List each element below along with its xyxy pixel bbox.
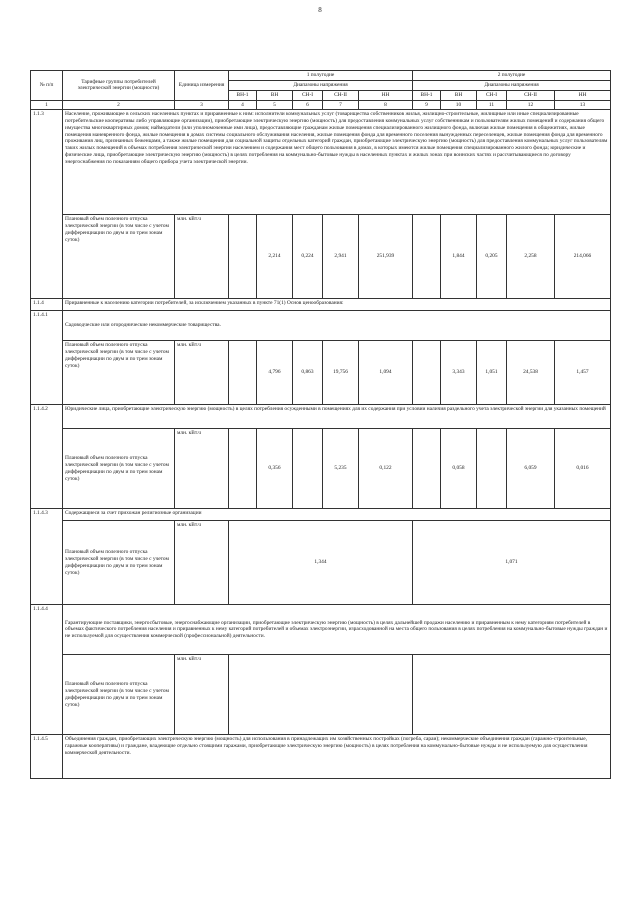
row-number: 1.1.4.4 xyxy=(31,605,63,735)
unit-cell: млн. кВт.ч xyxy=(175,655,229,735)
unit-cell: млн. кВт.ч xyxy=(175,341,229,405)
row-description: Объединения граждан, приобретающих электрическую энергию (мощность) для использования в принадлежащих им хозяйственных постройках (погреба, сараи); некоммерческие объединения граждан (гаражно-строительные, гаражные кооперативы) и граждане, владеющие отдельно стоящими гаражами, приобретающие электрическую энергию (мощность) в целях потребления на коммунально-бытовые нужды и не используемую для осуществления коммерческой деятельности. xyxy=(63,735,611,779)
row-number: 1.1.3 xyxy=(31,110,63,299)
value-cell: 0,016 xyxy=(555,429,611,509)
col-num: 7 xyxy=(323,100,359,110)
value-cell: 0,058 xyxy=(441,429,477,509)
value-cell: 2,214 xyxy=(257,215,293,299)
level-nn: НН xyxy=(359,90,413,100)
value-cell: 0,356 xyxy=(257,429,293,509)
value-cell: 1,051 xyxy=(477,341,507,405)
row-description: Приравненные к населению категории потребителей, за исключением указанных в пункте 71(1) Основ ценообразования: xyxy=(63,299,611,311)
row-number: 1.1.4.5 xyxy=(31,735,63,779)
value-cell: 1,457 xyxy=(555,341,611,405)
level-sn2: СН-II xyxy=(507,90,555,100)
value-cell: 214,066 xyxy=(555,215,611,299)
col-num: 12 xyxy=(507,100,555,110)
value-cell: 0,863 xyxy=(293,341,323,405)
value-cell: 6,059 xyxy=(507,429,555,509)
planned-volume-label: Плановый объем полезного отпуска электрической энергии (в том числе с учетом дифференциации по двум и по трем зонам суток) xyxy=(63,521,175,605)
col-num: 4 xyxy=(229,100,257,110)
row-description: Садоводческие или огороднические некоммерческие товарищества. xyxy=(63,311,611,341)
row-number: 1.1.4.3 xyxy=(31,509,63,605)
value-cell: 1,094 xyxy=(359,341,413,405)
value-cell xyxy=(293,429,323,509)
col-num: 1 xyxy=(31,100,63,110)
row-description: Юридические лица, приобретающие электрическую энергию (мощность) в целях потребления осужденными в помещениях для их содержания при условии наличия раздельного учета электрической энергии для указанных помещений xyxy=(63,405,611,429)
value-cell: 24,538 xyxy=(507,341,555,405)
value-cell xyxy=(229,429,257,509)
level-vn: ВН xyxy=(257,90,293,100)
value-cell: 3,343 xyxy=(441,341,477,405)
value-cell-half1 xyxy=(229,655,413,735)
page-number: 8 xyxy=(318,6,322,14)
header-no: № п/п xyxy=(31,71,63,101)
header-half2: 2 полугодие xyxy=(413,71,611,81)
value-cell-half2: 1,071 xyxy=(413,521,611,605)
header-unit: Единица измерения xyxy=(175,71,229,101)
level-sn1: СН-I xyxy=(477,90,507,100)
unit-cell: млн. кВт.ч xyxy=(175,215,229,299)
col-num: 6 xyxy=(293,100,323,110)
col-num: 13 xyxy=(555,100,611,110)
col-num: 9 xyxy=(413,100,441,110)
level-vn1: ВН-1 xyxy=(413,90,441,100)
row-description: Содержащиеся за счет прихожан религиозные организации xyxy=(63,509,611,521)
header-ranges-1: Диапазоны напряжения xyxy=(229,81,413,91)
value-cell: 1,844 xyxy=(441,215,477,299)
planned-volume-label: Плановый объем полезного отпуска электрической энергии (в том числе с учетом дифференциации по двум и по трем зонам суток) xyxy=(63,215,175,299)
value-cell: 5,235 xyxy=(323,429,359,509)
col-num: 3 xyxy=(175,100,229,110)
value-cell xyxy=(413,429,441,509)
unit-cell: млн. кВт.ч xyxy=(175,521,229,605)
value-cell: 0,224 xyxy=(293,215,323,299)
row-number: 1.1.4.1 xyxy=(31,311,63,405)
header-half1: 1 полугодие xyxy=(229,71,413,81)
value-cell xyxy=(477,429,507,509)
value-cell: 2,941 xyxy=(323,215,359,299)
value-cell: 0,122 xyxy=(359,429,413,509)
value-cell xyxy=(413,215,441,299)
value-cell: 0,205 xyxy=(477,215,507,299)
value-cell-half1: 1,344 xyxy=(229,521,413,605)
value-cell: 251,939 xyxy=(359,215,413,299)
value-cell xyxy=(229,215,257,299)
value-cell-half2 xyxy=(413,655,611,735)
level-sn1: СН-I xyxy=(293,90,323,100)
row-description: Гарантирующие поставщики, энергосбытовые, энергоснабжающие организации, приобретающие электрическую энергию (мощность) в целях дальнейшей продажи населению и приравненным к нему категориям потребителей в объемах фактического потребления населения и приравненных к нему категорий потребителей и объемах электроэнергии, израсходованной на места общего пользования в целях потребления на коммунально-бытовые нужды граждан и не используемой для осуществления коммерческой (профессиональной) деятельности. xyxy=(63,605,611,655)
value-cell xyxy=(229,341,257,405)
col-num: 8 xyxy=(359,100,413,110)
planned-volume-label: Плановый объем полезного отпуска электрической энергии (в том числе с учетом дифференциации по двум и по трем зонам суток) xyxy=(63,429,175,509)
col-num: 11 xyxy=(477,100,507,110)
level-vn: ВН xyxy=(441,90,477,100)
level-sn2: СН-II xyxy=(323,90,359,100)
header-ranges-2: Диапазоны напряжения xyxy=(413,81,611,91)
row-number: 1.1.4.2 xyxy=(31,405,63,509)
tariff-table xyxy=(30,70,611,779)
header-group: Тарифные группы потребителей электрической энергии (мощности) xyxy=(63,71,175,101)
value-cell: 2,258 xyxy=(507,215,555,299)
row-description: Население, проживающее в сельских населенных пунктах и приравненные к ним: исполнители коммунальных услуг (товарищества собственников жилья, жилищно-строительные, жилищные или иные специализированные потребительские кооперативы либо управляющие организации), приобретающие электрическую энергию (мощность) для предоставления коммунальных услуг собственникам и пользователям жилых помещений и содержания общего имущества многоквартирных домов; наймодатели (или уполномоченные ими лица), предоставляющие гражданам жилые помещения специализированного жилищного фонда, включая жилые помещения в общежитиях, жилые помещения маневренного фонда, жилые помещения в домах системы социального обслуживания населения, жилые помещения фонда для временного поселения вынужденных переселенцев, жилые помещения фонда для временного проживания лиц, признанных беженцами, а также жилые помещения для социальной защиты отдельных категорий граждан, приобретающие электрическую энергию (мощность) для предоставления коммунальных услуг пользователям таких жилых помещений в объемах потребления электрической энергии населением и содержания мест общего пользования в домах, в которых имеются жилые помещения специализированного жилого фонда; юридические и физические лица, приобретающие электрическую энергию (мощность) в целях потребления на коммунально-бытовые нужды в населенных пунктах и жилых зонах при воинских частях и рассчитывающиеся по договору энергоснабжения по показаниям общего прибора учета электрической энергии. xyxy=(63,110,611,215)
row-number: 1.1.4 xyxy=(31,299,63,311)
value-cell xyxy=(413,341,441,405)
level-vn1: ВН-1 xyxy=(229,90,257,100)
value-cell: 4,796 xyxy=(257,341,293,405)
planned-volume-label: Плановый объем полезного отпуска электрической энергии (в том числе с учетом дифференциации по двум и по трем зонам суток) xyxy=(63,655,175,735)
value-cell: 19,756 xyxy=(323,341,359,405)
planned-volume-label: Плановый объем полезного отпуска электрической энергии (в том числе с учетом дифференциации по двум и по трем зонам суток) xyxy=(63,341,175,405)
col-num: 2 xyxy=(63,100,175,110)
col-num: 5 xyxy=(257,100,293,110)
level-nn: НН xyxy=(555,90,611,100)
col-num: 10 xyxy=(441,100,477,110)
unit-cell: млн. кВт.ч xyxy=(175,429,229,509)
